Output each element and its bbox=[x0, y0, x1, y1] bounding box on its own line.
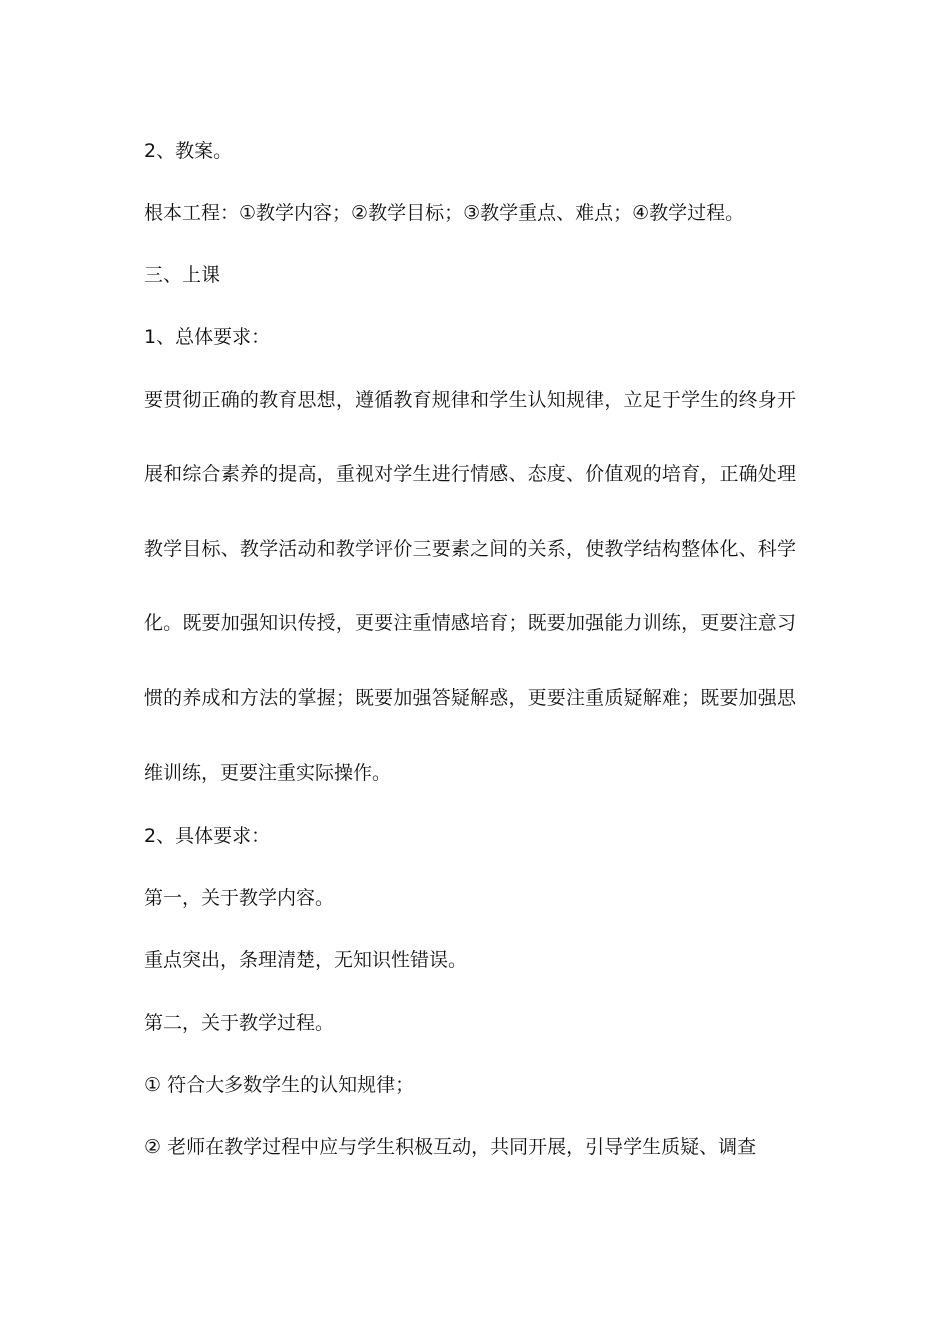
item-second-heading: 第二，关于教学过程。 bbox=[144, 1012, 335, 1034]
item-first-heading: 第一，关于教学内容。 bbox=[144, 887, 335, 909]
paragraph-line-last: 维训练，更要注重实际操作。 bbox=[144, 762, 392, 784]
paragraph-line: 惯的养成和方法的掌握；既要加强答疑解惑，更要注重质疑解难；既要加强思 bbox=[144, 687, 796, 709]
paragraph-line: 展和综合素养的提高，重视对学生进行情感、态度、价值观的培育，正确处理 bbox=[144, 463, 796, 485]
paragraph-line: 教学目标、教学活动和教学评价三要素之间的关系，使教学结构整体化、科学 bbox=[144, 538, 796, 560]
heading-specific-requirements: 2、具体要求： bbox=[144, 825, 271, 847]
section-heading-class: 三、上课 bbox=[144, 264, 221, 286]
heading-lesson-plan: 2、教案。 bbox=[144, 140, 233, 162]
item-first-body: 重点突出，条理清楚，无知识性错误。 bbox=[144, 949, 468, 971]
lesson-plan-items: 根本工程：①教学内容；②教学目标；③教学重点、难点；④教学过程。 bbox=[144, 202, 745, 224]
process-point-2: ② 老师在教学过程中应与学生积极互动，共同开展，引导学生质疑、调查 bbox=[144, 1136, 757, 1158]
process-point-1: ① 符合大多数学生的认知规律； bbox=[144, 1074, 415, 1096]
paragraph-line: 化。既要加强知识传授，更要注重情感培育；既要加强能力训练，更要注意习 bbox=[144, 612, 796, 634]
paragraph-line: 要贯彻正确的教育思想，遵循教育规律和学生认知规律，立足于学生的终身开 bbox=[144, 389, 796, 411]
heading-general-requirements: 1、总体要求： bbox=[144, 326, 271, 348]
